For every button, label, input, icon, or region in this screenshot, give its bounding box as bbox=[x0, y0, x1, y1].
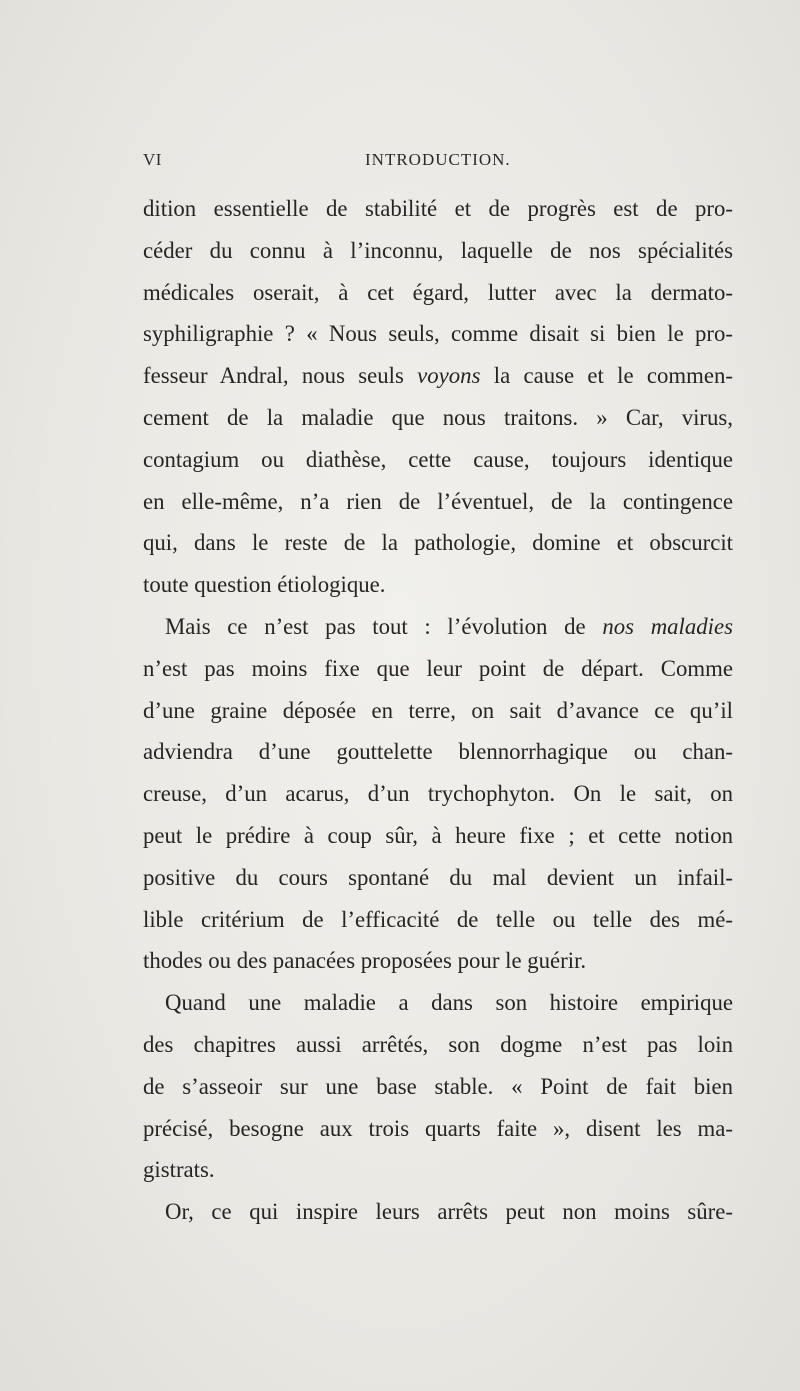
text-line: cement de la maladie que nous traitons. » Car, virus, bbox=[143, 404, 733, 430]
text-line: d’une graine déposée en terre, on sait d’avance ce qu’il bbox=[143, 697, 733, 723]
italic-run: voyons bbox=[417, 363, 481, 389]
text-run: la cause et le commen- bbox=[493, 363, 733, 389]
text-line: de s’asseoir sur une base stable. « Point de fait bien bbox=[143, 1073, 733, 1099]
running-title: INTRODUCTION. bbox=[365, 150, 511, 169]
text-line: gistrats. bbox=[143, 1157, 215, 1183]
text-line: en elle-même, n’a rien de l’éventuel, de la contingence bbox=[143, 488, 733, 514]
text-line: lible critérium de l’efficacité de telle ou telle des mé- bbox=[143, 906, 733, 932]
text-line: creuse, d’un acarus, d’un trychophyton. On le sait, on bbox=[143, 781, 733, 807]
text-line: syphiligraphie ? « Nous seuls, comme disait si bien le pro- bbox=[143, 321, 733, 347]
text-line: qui, dans le reste de la pathologie, domine et obscurcit bbox=[143, 530, 733, 556]
text-line: contagium ou diathèse, cette cause, toujours identique bbox=[143, 446, 733, 472]
text-run: fesseur Andral, nous seuls bbox=[143, 363, 404, 389]
text-line: Or, ce qui inspire leurs arrêts peut non moins sûre- bbox=[165, 1199, 733, 1225]
text-line: toute question étiologique. bbox=[143, 572, 386, 598]
body-text bbox=[143, 188, 733, 1233]
text-line bbox=[143, 355, 733, 397]
text-line bbox=[143, 606, 733, 648]
text-line: peut le prédire à coup sûr, à heure fixe ; et cette notion bbox=[143, 822, 733, 848]
italic-run: nos maladies bbox=[602, 613, 734, 639]
text-line: médicales oserait, à cet égard, lutter avec la dermato- bbox=[143, 279, 733, 305]
text-line: thodes ou des panacées proposées pour le guérir. bbox=[143, 948, 587, 974]
text-line: dition essentielle de stabilité et de progrès est de pro- bbox=[143, 196, 733, 221]
page-number: VI bbox=[143, 150, 162, 169]
text-line: positive du cours spontané du mal devient un infail- bbox=[143, 864, 733, 890]
text-line: des chapitres aussi arrêtés, son dogme n’est pas loin bbox=[143, 1031, 733, 1057]
text-line: céder du connu à l’inconnu, laquelle de nos spécialités bbox=[143, 237, 733, 263]
text-line: n’est pas moins fixe que leur point de départ. Comme bbox=[143, 655, 733, 681]
text-run: Mais ce n’est pas tout : l’évolution de bbox=[165, 613, 586, 639]
text-line: Quand une maladie a dans son histoire empirique bbox=[165, 990, 733, 1016]
text-line: précisé, besogne aux trois quarts faite », disent les ma- bbox=[143, 1115, 733, 1141]
text-line: adviendra d’une gouttelette blennorrhagique ou chan- bbox=[143, 739, 733, 765]
running-head bbox=[143, 150, 733, 174]
